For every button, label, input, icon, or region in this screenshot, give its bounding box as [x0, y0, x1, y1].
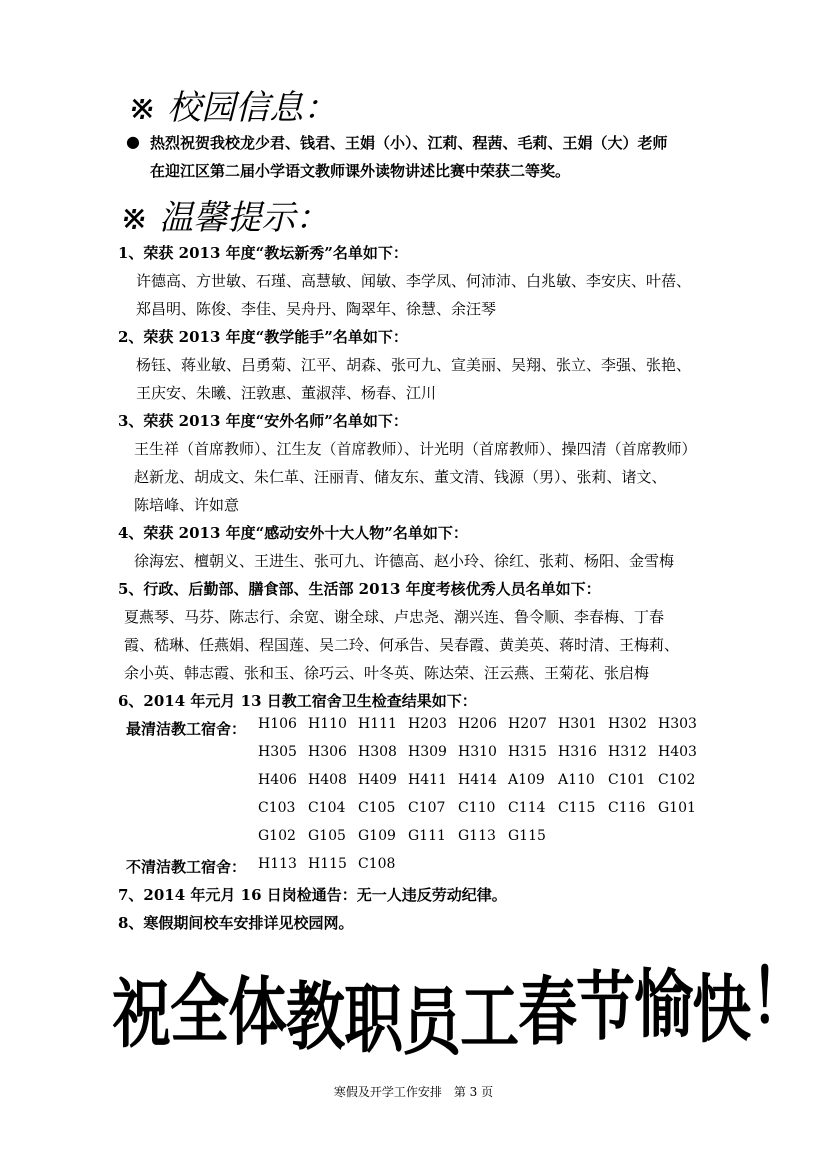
- clean-room-code: H315: [508, 744, 547, 760]
- clean-room-code: G111: [408, 828, 446, 844]
- clean-room-code: H310: [458, 744, 497, 760]
- clean-room-code: H408: [308, 772, 347, 788]
- clean-dorms-label: 最清洁教工宿舍：: [126, 720, 247, 738]
- greeting-char: 快: [692, 966, 751, 1053]
- clean-room-code: H309: [408, 744, 447, 760]
- item-8: 8、寒假期间校车安排详见校园网。: [118, 914, 354, 932]
- greeting-char: 祝: [112, 971, 171, 1058]
- clean-room-code: H306: [308, 744, 347, 760]
- clean-room-code: H206: [458, 716, 497, 732]
- unclean-room-code: H113: [258, 856, 297, 872]
- clean-room-code: H312: [608, 744, 647, 760]
- clean-room-code: H301: [558, 716, 597, 732]
- clean-room-code: H207: [508, 716, 547, 732]
- clean-room-code: H303: [658, 716, 697, 732]
- clean-room-code: H409: [358, 772, 397, 788]
- item-2-line: 王庆安、朱曦、汪敦惠、董淑萍、杨春、江川: [136, 384, 437, 402]
- item-2-title: 2、荣获 2013 年度“教学能手”名单如下：: [118, 328, 408, 346]
- clean-room-code: H106: [258, 716, 297, 732]
- clean-room-code: C107: [408, 800, 446, 816]
- clean-room-code: C110: [458, 800, 496, 816]
- greeting-char: 全: [170, 966, 229, 1053]
- clean-room-code: H403: [658, 744, 697, 760]
- item-3-line: 赵新龙、胡成文、朱仁革、汪丽青、储友东、董文清、钱源（男）、张莉、诸文、: [134, 468, 667, 486]
- clean-room-code: C116: [608, 800, 646, 816]
- unclean-dorms-label: 不清洁教工宿舍：: [126, 858, 247, 876]
- new-year-greeting: [112, 953, 809, 1065]
- clean-room-code: A109: [508, 772, 545, 788]
- greeting-char: 节: [576, 963, 635, 1050]
- clean-room-code: G109: [358, 828, 396, 844]
- campus-info-heading: ※ 校园信息：: [128, 88, 338, 128]
- clean-room-code: G115: [508, 828, 546, 844]
- clean-room-code: G102: [258, 828, 296, 844]
- clean-room-code: H414: [458, 772, 497, 788]
- tips-heading: ※ 温馨提示：: [120, 198, 330, 238]
- item-5-line: 余小英、韩志霞、张和玉、徐巧云、叶冬英、陈达荣、汪云燕、王菊花、张启梅: [124, 664, 650, 682]
- clean-room-code: H316: [558, 744, 597, 760]
- item-5-title: 5、行政、后勤部、膳食部、生活部 2013 年度考核优秀人员名单如下：: [118, 580, 601, 598]
- item-3-line: 陈培峰、许如意: [134, 496, 240, 514]
- clean-room-code: C104: [308, 800, 346, 816]
- item-1-line: 许德高、方世敏、石瑾、高慧敏、闻敏、李学凤、何沛沛、白兆敏、李安庆、叶蓓、: [136, 272, 692, 290]
- campus-info-line-2: 在迎江区第二届小学语文教师课外读物讲述比赛中荣获二等奖。: [150, 162, 571, 180]
- greeting-char: 工: [460, 973, 519, 1060]
- clean-room-code: H305: [258, 744, 297, 760]
- clean-room-code: C114: [508, 800, 546, 816]
- item-3-title: 3、荣获 2013 年度“安外名师”名单如下：: [118, 412, 408, 430]
- item-3-line: 王生祥（首席教师）、江生友（首席教师）、计光明（首席教师）、操四清（首席教师）: [134, 440, 697, 458]
- clean-room-code: H110: [308, 716, 347, 732]
- clean-room-code: H203: [408, 716, 447, 732]
- greeting-char: 员: [402, 978, 461, 1065]
- clean-room-code: C102: [658, 772, 696, 788]
- page-footer: 寒假及开学工作安排 第 3 页: [333, 1085, 494, 1099]
- item-6-title: 6、2014 年元月 13 日教工宿舍卫生检查结果如下：: [118, 692, 477, 710]
- greeting-char: 春: [518, 968, 577, 1055]
- item-4-line: 徐海宏、檀朝义、王进生、张可九、许德高、赵小玲、徐红、张莉、杨阳、金雪梅: [134, 552, 675, 570]
- clean-room-code: G113: [458, 828, 496, 844]
- clean-room-code: G105: [308, 828, 346, 844]
- clean-room-code: C103: [258, 800, 296, 816]
- greeting-char: 愉: [634, 961, 693, 1048]
- item-4-title: 4、荣获 2013 年度“感动安外十大人物”名单如下：: [118, 524, 468, 542]
- clean-room-code: A110: [558, 772, 595, 788]
- clean-room-code: H111: [358, 716, 397, 732]
- campus-info-line-1: 热烈祝贺我校龙少君、钱君、王娟（小）、江莉、程茜、毛莉、王娟（大）老师: [150, 134, 668, 152]
- clean-room-code: H411: [408, 772, 447, 788]
- clean-room-code: H308: [358, 744, 397, 760]
- clean-room-code: C115: [558, 800, 596, 816]
- item-5-line: 夏燕琴、马芬、陈志行、余宽、谢全球、卢忠尧、潮兴连、鲁令顺、李春梅、丁春: [124, 608, 665, 626]
- item-2-line: 杨钰、蒋业敏、吕勇菊、江平、胡森、张可九、宣美丽、吴翔、张立、李强、张艳、: [136, 356, 692, 374]
- greeting-char: 职: [344, 976, 403, 1063]
- bullet-icon: ●: [126, 132, 140, 151]
- greeting-char: ！: [750, 953, 809, 1040]
- clean-room-code: C105: [358, 800, 396, 816]
- clean-room-code: H406: [258, 772, 297, 788]
- clean-room-code: H302: [608, 716, 647, 732]
- item-1-line: 郑昌明、陈俊、李佳、吴舟丹、陶翠年、徐慧、余汪琴: [136, 300, 497, 318]
- clean-room-code: G101: [658, 800, 696, 816]
- unclean-room-code: C108: [358, 856, 396, 872]
- item-1-title: 1、荣获 2013 年度“教坛新秀”名单如下：: [118, 244, 408, 262]
- unclean-room-code: H115: [308, 856, 347, 872]
- item-5-line: 霞、嵇琳、任燕娟、程国莲、吴二玲、何承告、吴春霞、黄美英、蒋时清、王梅莉、: [124, 636, 680, 654]
- greeting-char: 体: [228, 968, 287, 1055]
- clean-room-code: C101: [608, 772, 646, 788]
- greeting-char: 教: [286, 973, 345, 1060]
- item-7: 7、2014 年元月 16 日岗检通告：无一人违反劳动纪律。: [118, 886, 507, 904]
